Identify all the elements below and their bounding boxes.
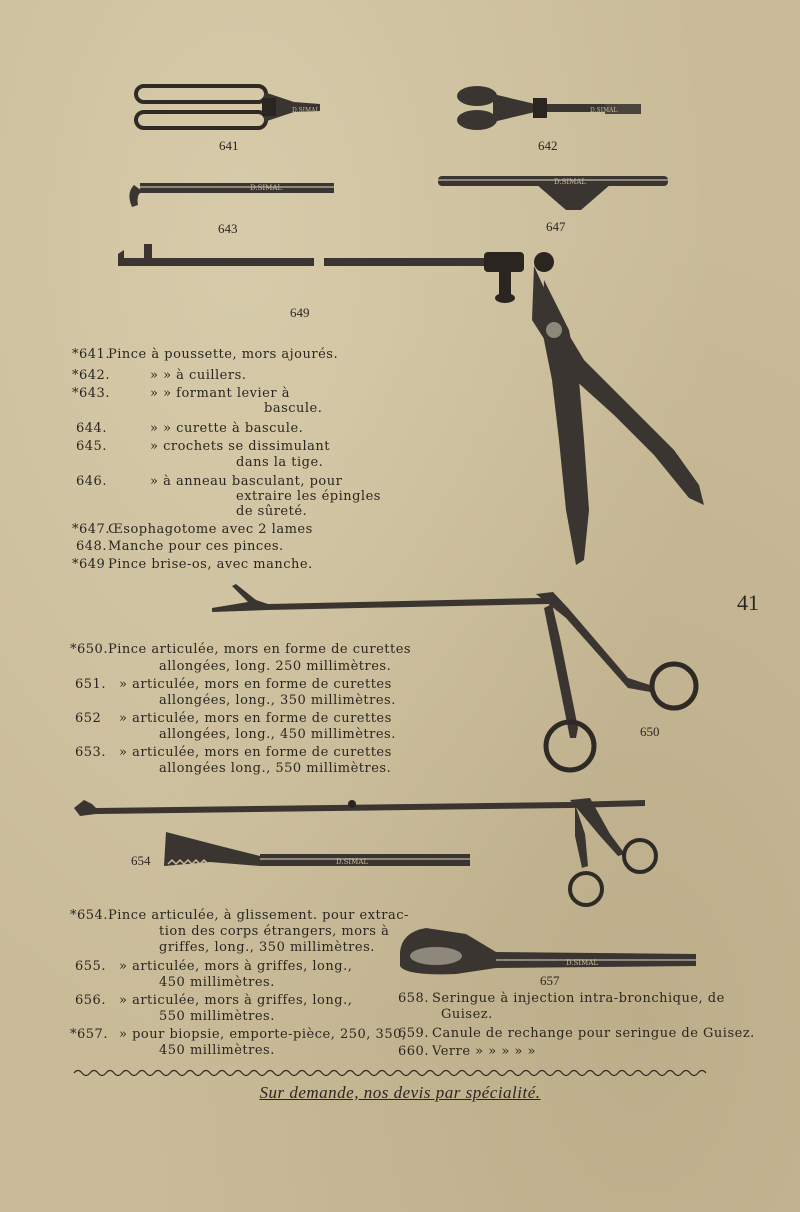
figure-label-642: 642 [538, 138, 558, 153]
item-number: *643. [72, 386, 110, 401]
item-number: 658. [398, 991, 429, 1006]
item-number: 660. [398, 1044, 429, 1059]
item-text: dans la tige. [236, 455, 324, 470]
brand-mark: D.SIMAL [336, 858, 369, 866]
item-text: » » curette à bascule. [150, 421, 304, 436]
item-text: Verre » » » » » [432, 1044, 536, 1059]
item-text: bascule. [264, 401, 323, 416]
wavy-divider [74, 1068, 708, 1078]
instrument-641-illustration [134, 84, 324, 134]
page-number: 41 [737, 590, 759, 615]
figure-label-647: 647 [546, 219, 566, 234]
brand-mark: D.SIMAL [554, 178, 587, 186]
item-number: *650. [70, 642, 108, 657]
item-text: extraire les épingles [236, 489, 381, 504]
instrument-654-illustration [160, 826, 475, 876]
item-number: 644. [76, 421, 107, 436]
item-text: » à anneau basculant, pour [150, 474, 343, 489]
item-text: griffes, long., 350 millimètres. [159, 940, 375, 955]
item-number: *649 [72, 557, 106, 572]
item-number: 646. [76, 474, 107, 489]
item-number: 655. [75, 959, 106, 974]
item-text: allongées, long. 250 millimètres. [159, 659, 392, 674]
item-text: Manche pour ces pinces. [108, 539, 284, 554]
figure-label-650: 650 [640, 724, 660, 739]
item-text: » » à cuillers. [150, 368, 247, 383]
item-text: Seringue à injection intra-bronchique, de [432, 991, 725, 1006]
item-text: » » formant levier à [150, 386, 290, 401]
item-text: allongées, long., 450 millimètres. [159, 727, 396, 742]
item-text: » articulée, mors à griffes, long., [119, 993, 353, 1008]
item-text: de sûreté. [236, 504, 308, 519]
figure-label-649: 649 [290, 305, 310, 320]
item-text: 450 millimètres. [159, 1043, 275, 1058]
item-text: » articulée, mors en forme de curettes [119, 711, 392, 726]
item-text: » articulée, mors à griffes, long., [119, 959, 353, 974]
item-number: *641. [72, 347, 110, 362]
figure-label-641: 641 [219, 138, 239, 153]
item-text: Pince articulée, mors en forme de curettes [108, 642, 412, 657]
figure-label-654: 654 [131, 853, 151, 868]
item-text: tion des corps étrangers, mors à [159, 924, 390, 939]
item-text: Canule de rechange pour seringue de Guisez. [432, 1026, 755, 1041]
instrument-647-illustration [436, 170, 671, 215]
item-text: » articulée, mors en forme de curettes [119, 745, 392, 760]
figure-label-643: 643 [218, 221, 238, 236]
item-number: 653. [75, 745, 106, 760]
footer-text: Sur demande, nos devis par spécialité. [259, 1083, 541, 1102]
item-number: *657. [70, 1027, 108, 1042]
item-text: Guisez. [441, 1007, 493, 1022]
item-number: *654. [70, 908, 108, 923]
item-number: 656. [75, 993, 106, 1008]
item-text: 450 millimètres. [159, 975, 275, 990]
footer-note [0, 1083, 800, 1103]
instrument-649-illustration [114, 240, 714, 570]
item-number: 645. [76, 439, 107, 454]
item-text: » pour biopsie, emporte-pièce, 250, 350, [119, 1027, 407, 1042]
item-text: » articulée, mors en forme de curettes [119, 677, 392, 692]
item-text: Pince à poussette, mors ajourés. [108, 347, 339, 362]
item-text: 550 millimètres. [159, 1009, 275, 1024]
item-number: 651. [75, 677, 106, 692]
item-text: » crochets se dissimulant [150, 439, 330, 454]
item-text: Œsophagotome avec 2 lames [108, 522, 313, 537]
item-number: 659. [398, 1026, 429, 1041]
item-text: allongées, long., 350 millimètres. [159, 693, 396, 708]
figure-label-657: 657 [540, 973, 560, 988]
brand-mark: D.SIMAL [292, 107, 320, 114]
item-text: allongées long., 550 millimètres. [159, 761, 392, 776]
item-number: *647. [72, 522, 110, 537]
item-number: 652 [75, 711, 102, 726]
item-number: 648. [76, 539, 107, 554]
instrument-642-illustration [455, 84, 645, 134]
instrument-643-illustration [122, 175, 337, 215]
brand-mark: D.SIMAL [566, 959, 599, 967]
brand-mark: D.SIMAL [250, 184, 283, 192]
item-number: *642. [72, 368, 110, 383]
item-text: Pince articulée, à glissement. pour extrac- [108, 908, 409, 923]
item-text: Pince brise-os, avec manche. [108, 557, 313, 572]
brand-mark: D.SIMAL [590, 107, 618, 114]
instrument-657-illustration [396, 922, 706, 978]
